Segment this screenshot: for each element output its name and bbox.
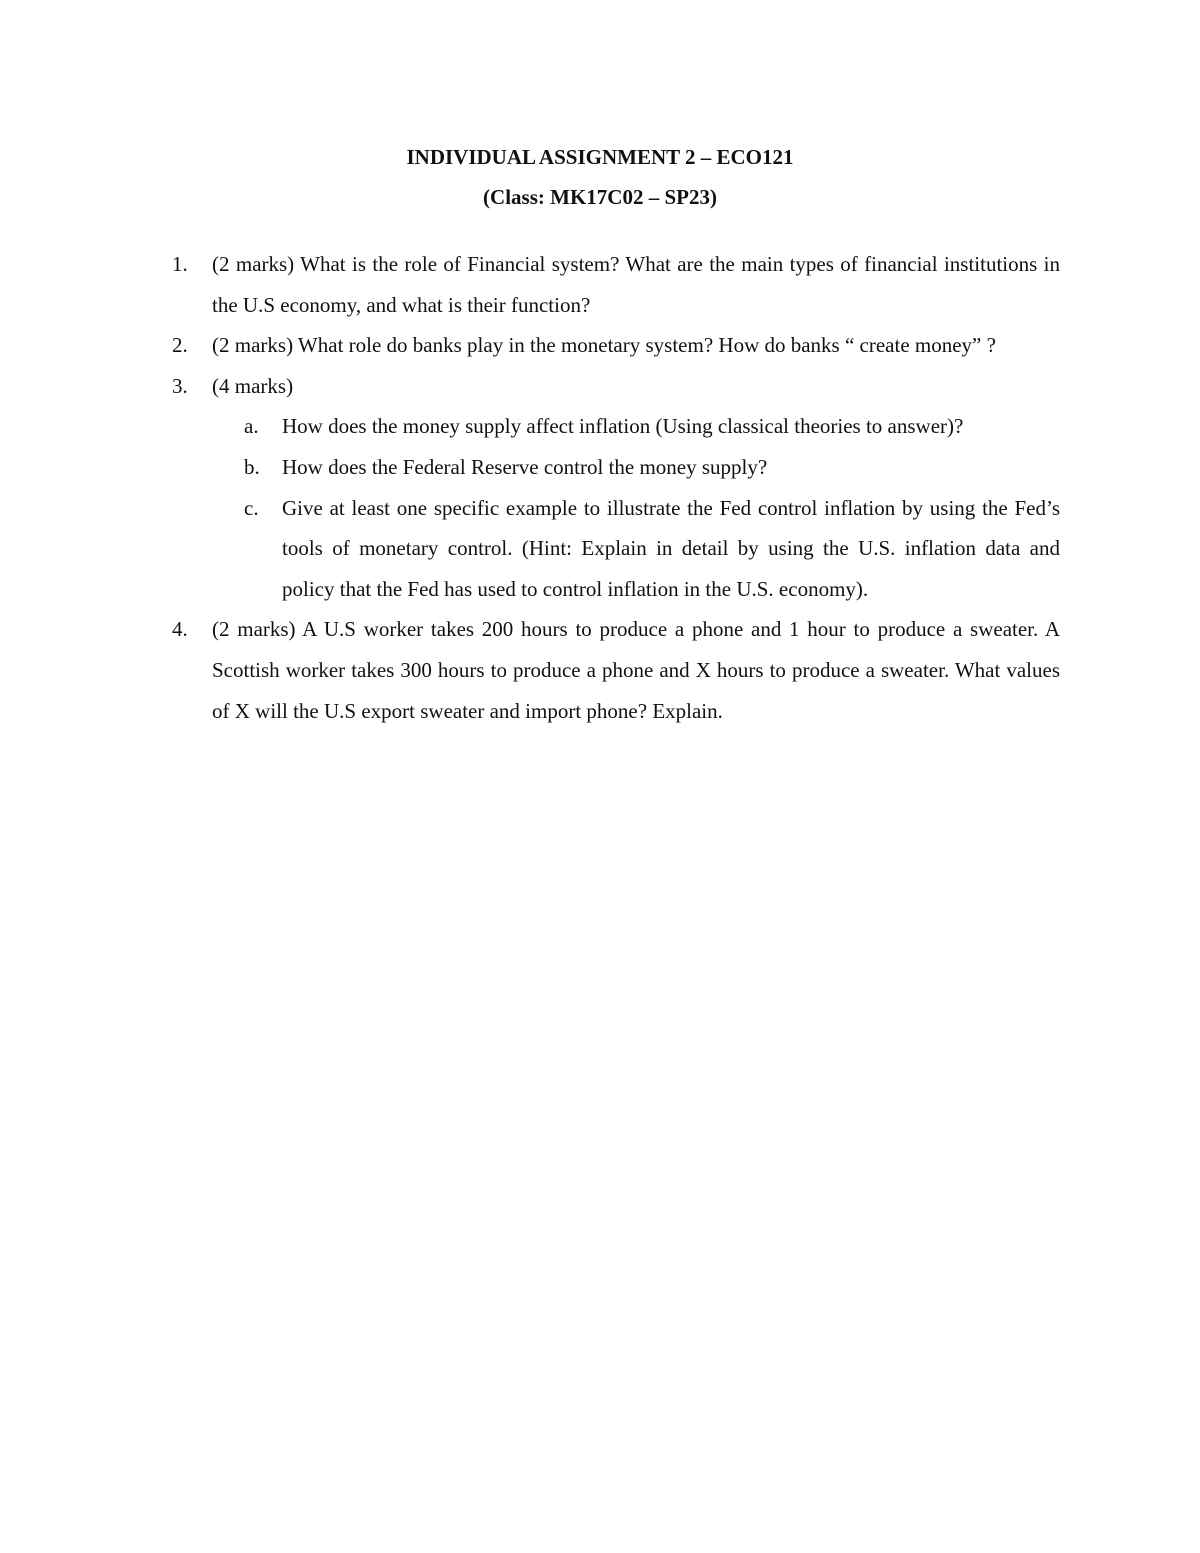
- question-number: 3.: [172, 373, 188, 398]
- question-number: 2.: [172, 333, 188, 358]
- question-2: [172, 325, 1060, 366]
- question-4: [172, 609, 1060, 731]
- question-1: [172, 244, 1060, 325]
- subquestion-letter: c.: [244, 495, 259, 520]
- title-block: [0, 140, 1200, 220]
- subquestion-letter: b.: [244, 454, 260, 479]
- question-3-subparts: [244, 406, 1060, 609]
- question-text: (2 marks) What role do banks play in the monetary system? How do banks “ create money” ?: [212, 333, 996, 358]
- subquestion-b: [244, 447, 1060, 488]
- question-number: 1.: [172, 252, 188, 276]
- question-text: (4 marks): [212, 373, 294, 398]
- subquestion-text: How does the money supply affect inflation (Using classical theories to answer)?: [282, 414, 964, 439]
- document-subtitle: (Class: MK17C02 – SP23): [483, 185, 717, 209]
- subquestion-c: [244, 488, 1060, 610]
- subquestion-text: How does the Federal Reserve control the money supply?: [282, 454, 768, 479]
- question-list: [172, 244, 1060, 731]
- question-3: [172, 366, 1060, 407]
- question-number: 4.: [172, 617, 188, 642]
- subquestion-a: [244, 406, 1060, 447]
- document-title: INDIVIDUAL ASSIGNMENT 2 – ECO121: [406, 145, 794, 169]
- subquestion-letter: a.: [244, 414, 259, 439]
- question-text: (2 marks) What is the role of Financial system? What are the main types of financial institutions in the U.S economy, and what is their function?: [212, 252, 1060, 317]
- question-text: (2 marks) A U.S worker takes 200 hours to produce a phone and 1 hour to produce a sweater. A Scottish worker takes 300 hours to produce a phone and X hours to produce a sweater. What values of X will the U.S export sweater and import phone? Explain.: [212, 617, 1060, 723]
- subquestion-text: Give at least one specific example to illustrate the Fed control inflation by using the Fed’s tools of monetary control. (Hint: Explain in detail by using the U.S. inflation data and policy that the Fed has used to control inflation in the U.S. economy).: [282, 495, 1060, 601]
